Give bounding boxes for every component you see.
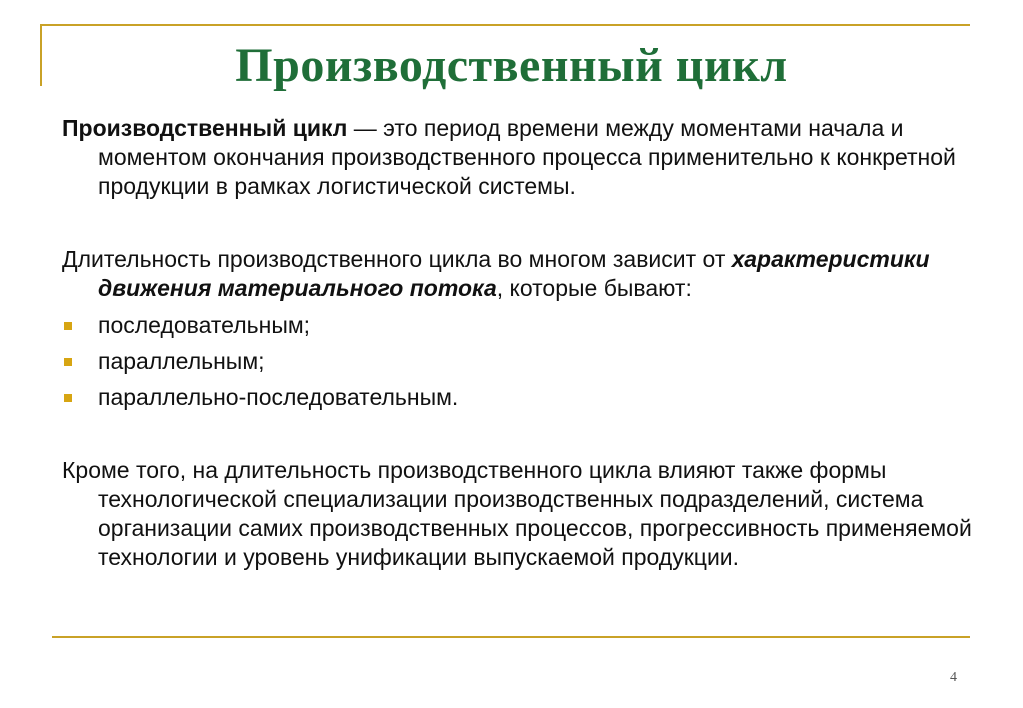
bullet-square-icon <box>64 358 72 366</box>
list-item: параллельным; <box>62 347 982 376</box>
definition-paragraph <box>62 114 982 201</box>
list-item: последовательным; <box>62 311 982 340</box>
additional-paragraph: Кроме того, на длительность производственного цикла влияют также формы технологической специализации производственных подразделений, система организации самих производственных процессов, прогрессивность применяемой технологии и уровень унификации выпускаемой продукции. <box>62 457 972 570</box>
duration-emphasis: характеристики движения материального потока <box>98 246 930 301</box>
duration-tail: , которые бывают: <box>496 275 692 301</box>
flow-types-list <box>62 311 982 412</box>
bullet-square-icon <box>64 322 72 330</box>
slide-title: Производственный цикл <box>235 39 788 92</box>
frame-top-line <box>40 24 970 26</box>
duration-lead: Длительность производственного цикла во многом зависит от <box>62 246 732 272</box>
slide-number: 4 <box>950 670 957 685</box>
frame-bottom-line <box>52 636 970 638</box>
slide-body <box>62 114 982 572</box>
duration-paragraph <box>62 245 982 303</box>
definition-term: Производственный цикл <box>62 115 348 141</box>
bullet-square-icon <box>64 394 72 402</box>
list-item: параллельно-последовательным. <box>62 383 982 412</box>
definition-text: — это период времени между моментами начала и моментом окончания производственного процесса применительно к конкретной продукции в рамках логистической системы. <box>98 115 956 199</box>
